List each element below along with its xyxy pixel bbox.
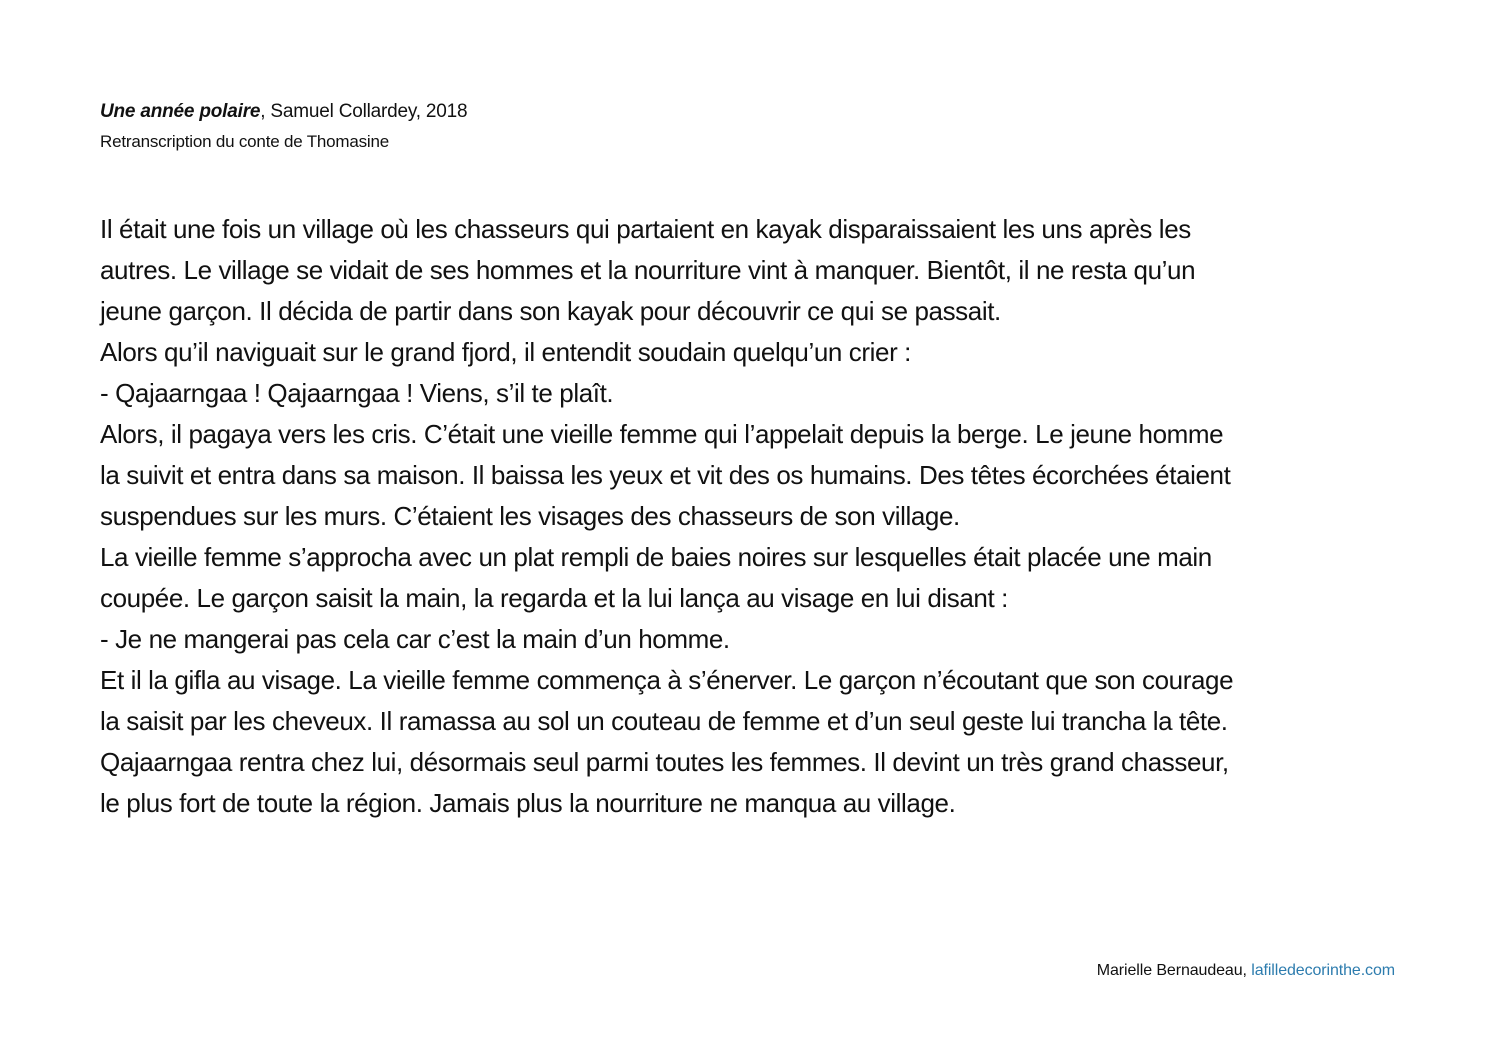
story-line: suspendues sur les murs. C’étaient les visages des chasseurs de son village. <box>100 501 960 531</box>
story-line: - Je ne mangerai pas cela car c’est la main d’un homme. <box>100 624 730 654</box>
story-line: Il était une fois un village où les chasseurs qui partaient en kayak disparaissaient les uns après les <box>100 214 1191 244</box>
film-title: Une année polaire <box>100 101 261 122</box>
story-line: jeune garçon. Il décida de partir dans son kayak pour découvrir ce qui se passait. <box>100 296 1001 326</box>
film-credits: , Samuel Collardey, 2018 <box>260 101 468 122</box>
story-line: la saisit par les cheveux. Il ramassa au sol un couteau de femme et d’un seul geste lui trancha la tête. <box>100 706 1228 736</box>
story-line: Qajaarngaa rentra chez lui, désormais seul parmi toutes les femmes. Il devint un très grand chasseur, <box>100 747 1229 777</box>
document-title <box>100 101 467 123</box>
story-line: Alors, il pagaya vers les cris. C’était une vieille femme qui l’appelait depuis la berge. Le jeune homme <box>100 419 1224 449</box>
story-line: La vieille femme s’approcha avec un plat rempli de baies noires sur lesquelles était placée une main <box>100 542 1212 572</box>
document-header <box>100 101 467 152</box>
story-line: coupée. Le garçon saisit la main, la regarda et la lui lança au visage en lui disant : <box>100 583 1008 613</box>
story-line: - Qajaarngaa ! Qajaarngaa ! Viens, s’il te plaît. <box>100 378 614 408</box>
document-footer <box>1097 961 1395 981</box>
story-line: autres. Le village se vidait de ses hommes et la nourriture vint à manquer. Bientôt, il ne resta qu’un <box>100 255 1196 285</box>
author-name: Marielle Bernaudeau, <box>1096 962 1252 979</box>
story-line: Et il la gifla au visage. La vieille femme commença à s’énerver. Le garçon n’écoutant que son courage <box>100 665 1234 695</box>
website-link[interactable]: lafilledecorinthe.com <box>1251 962 1395 979</box>
story-line: le plus fort de toute la région. Jamais plus la nourriture ne manqua au village. <box>100 788 956 818</box>
document-subtitle: Retranscription du conte de Thomasine <box>100 132 390 151</box>
story-line: la suivit et entra dans sa maison. Il baissa les yeux et vit des os humains. Des têtes écorchées étaient <box>100 460 1231 490</box>
story-text <box>100 209 1420 824</box>
story-line: Alors qu’il naviguait sur le grand fjord, il entendit soudain quelqu’un crier : <box>100 337 912 367</box>
